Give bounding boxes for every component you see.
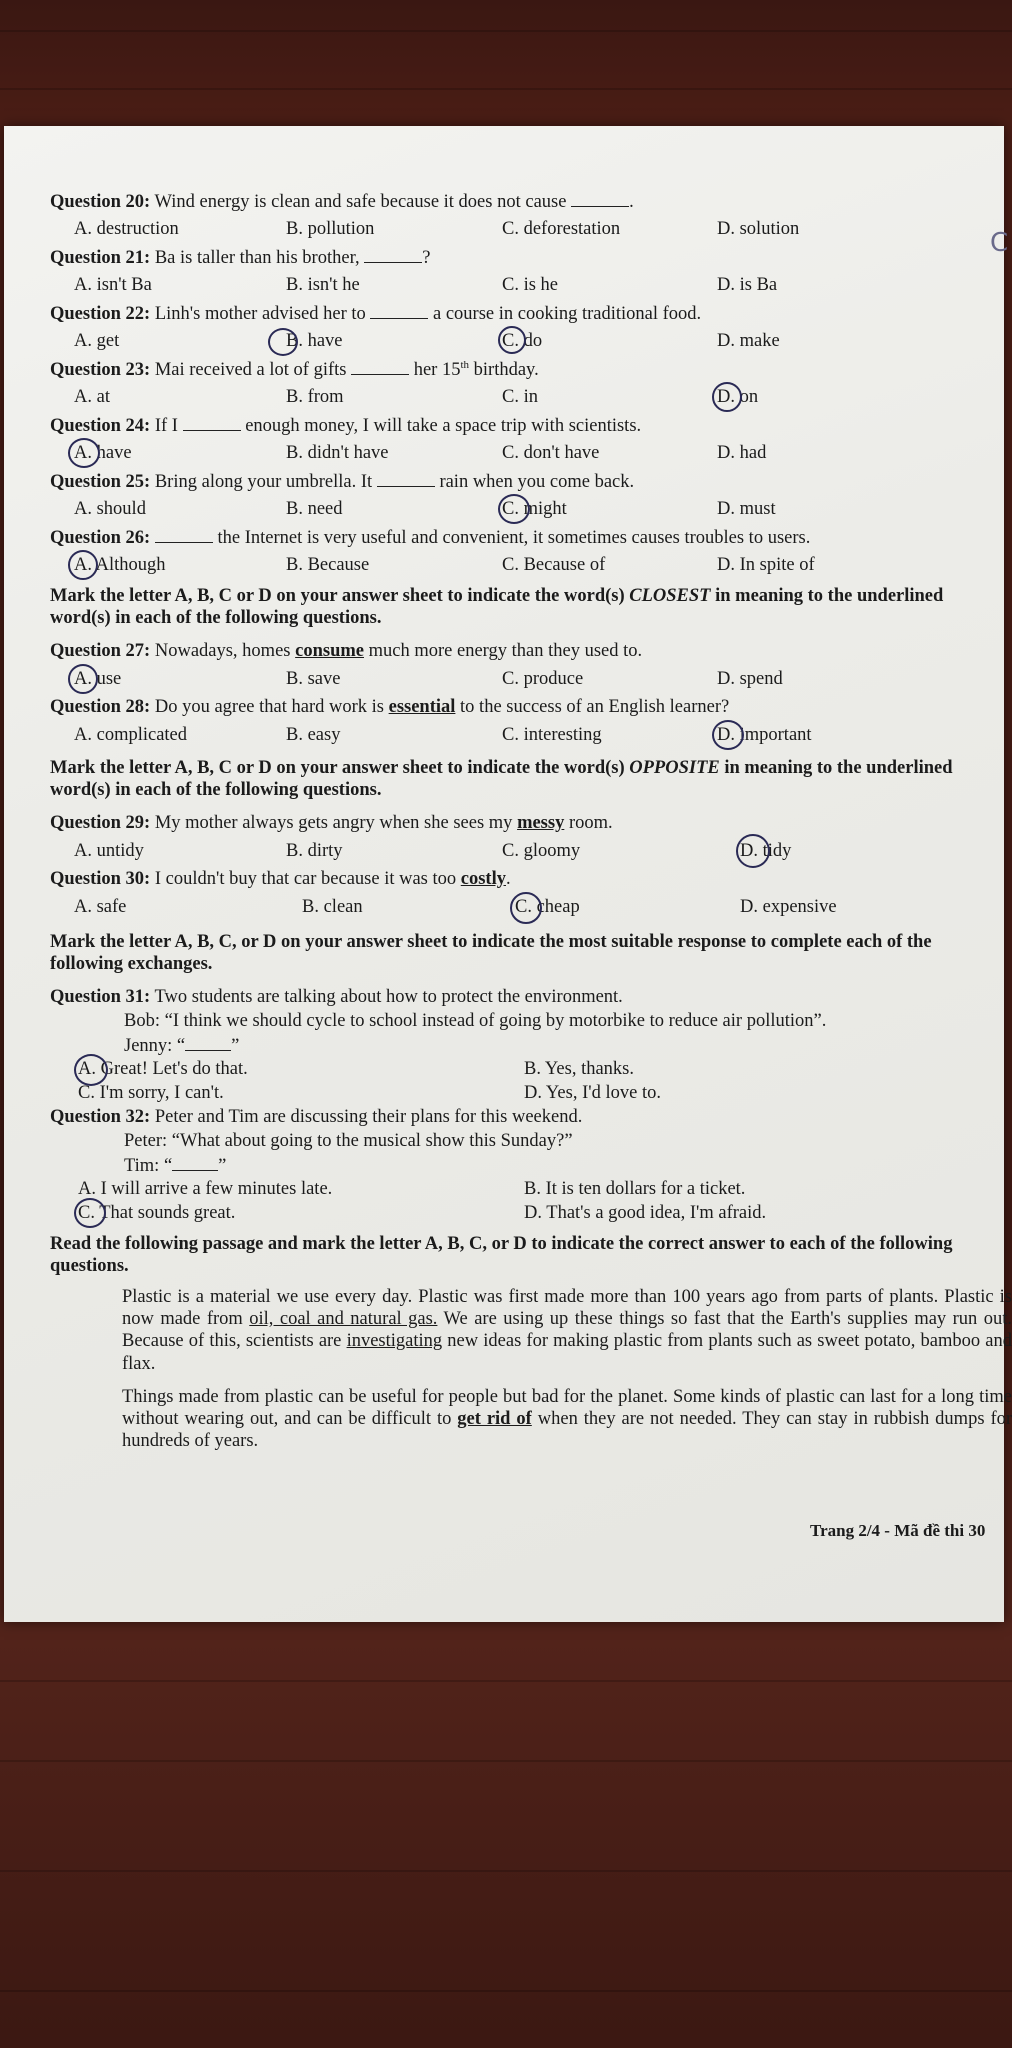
option-c: C. Because of xyxy=(502,555,606,575)
question-29 xyxy=(50,814,613,833)
page-footer: Trang 2/4 - Mã đề thi 30 xyxy=(810,1521,986,1540)
answer-circle xyxy=(68,664,98,694)
dialogue-text: Tim: “ xyxy=(124,1156,173,1176)
option-b: B. clean xyxy=(302,897,363,917)
question-21 xyxy=(50,248,430,268)
question-text: Linh's mother advised her to xyxy=(154,304,366,324)
answer-circle xyxy=(498,494,530,524)
question-text: Bring along your umbrella. It xyxy=(154,472,373,492)
answer-blank xyxy=(571,192,629,207)
answer-circle xyxy=(268,328,298,356)
option-a: A. Although xyxy=(74,555,166,575)
answer-circle xyxy=(68,438,100,468)
answer-blank xyxy=(155,528,213,543)
option-a: A. I will arrive a few minutes late. xyxy=(78,1179,333,1199)
dialogue-tim xyxy=(124,1156,226,1176)
answer-blank xyxy=(351,360,409,375)
passage-text: Things made from plastic can be useful for people but bad for the planet. Some kinds of plastic can last for a long time without wearing out, and can be difficult to xyxy=(122,1387,1012,1430)
question-23 xyxy=(50,360,539,380)
instruction-closest xyxy=(50,586,990,630)
instruction-text: in meaning to the underlined word(s) in each of the following questions. xyxy=(50,758,953,800)
question-text: room. xyxy=(568,813,613,833)
answer-circle xyxy=(68,550,98,580)
question-24 xyxy=(50,416,641,436)
question-32 xyxy=(50,1108,582,1127)
question-text: the Internet is very useful and convenient, it sometimes causes troubles to users. xyxy=(217,528,811,548)
option-a: A. get xyxy=(74,331,120,351)
question-label: Question 28: xyxy=(50,697,151,717)
option-b: B. didn't have xyxy=(286,443,389,463)
option-c: C. in xyxy=(502,387,538,407)
option-b: B. dirty xyxy=(286,841,343,861)
question-label: Question 30: xyxy=(50,869,151,889)
instruction-text: in meaning to the underlined word(s) in each of the following questions. xyxy=(50,586,944,628)
dialogue-bob: Bob: “I think we should cycle to school instead of going by motorbike to reduce air pollution”. xyxy=(124,1011,827,1031)
option-d: D. important xyxy=(717,725,812,745)
wood-grain xyxy=(0,30,1012,32)
question-28 xyxy=(50,698,729,717)
underlined-word: messy xyxy=(517,813,565,833)
question-text: to the success of an English learner? xyxy=(460,697,730,717)
question-label: Question 21: xyxy=(50,248,151,268)
question-22 xyxy=(50,304,701,324)
passage-text: new ideas for making plastic from plants such as sweet potato, bamboo and flax. xyxy=(122,1331,1012,1374)
question-label: Question 24: xyxy=(50,416,151,436)
option-a: A. use xyxy=(74,669,122,689)
answer-blank xyxy=(370,304,428,319)
option-d: D. In spite of xyxy=(717,555,815,575)
answer-blank xyxy=(185,1036,231,1051)
dialogue-text: ” xyxy=(231,1036,240,1056)
wood-grain xyxy=(0,1760,1012,1762)
underlined-word: essential xyxy=(388,697,456,717)
question-label: Question 32: xyxy=(50,1107,151,1127)
wood-grain xyxy=(0,1870,1012,1872)
instruction-text: Mark the letter A, B, C or D on your answer sheet to indicate the word(s) xyxy=(50,586,625,606)
question-text: . xyxy=(629,192,634,212)
option-b: B. isn't he xyxy=(286,275,360,295)
instruction-response: Mark the letter A, B, C, or D on your answer sheet to indicate the most suitable response to complete each of the following exchanges. xyxy=(50,932,932,974)
instruction-text: Mark the letter A, B, C or D on your answer sheet to indicate the word(s) xyxy=(50,758,625,778)
option-c: C. don't have xyxy=(502,443,600,463)
question-text: If I xyxy=(154,416,178,436)
instruction-reading: Read the following passage and mark the letter A, B, C, or D to indicate the correct answer to each of the following questions. xyxy=(50,1234,953,1276)
option-b: B. pollution xyxy=(286,219,375,239)
option-c: C. I'm sorry, I can't. xyxy=(78,1083,224,1103)
option-c: C. is he xyxy=(502,275,559,295)
question-label: Question 25: xyxy=(50,472,151,492)
margin-mark: C xyxy=(990,228,1009,258)
answer-blank xyxy=(183,416,241,431)
question-text: rain when you come back. xyxy=(439,472,635,492)
passage-text: We are using up these things so fast that the Earth's supplies may run out. Because of this, scientists are xyxy=(122,1309,1012,1352)
option-d: D. tidy xyxy=(740,841,792,861)
option-d: D. expensive xyxy=(740,897,837,917)
question-label: Question 20: xyxy=(50,192,151,212)
superscript: th xyxy=(460,359,470,371)
question-20 xyxy=(50,192,634,212)
dialogue-text: ” xyxy=(218,1156,227,1176)
option-b: B. It is ten dollars for a ticket. xyxy=(524,1179,746,1199)
option-c: C. interesting xyxy=(502,725,602,745)
option-d: D. spend xyxy=(717,669,783,689)
question-text: Nowadays, homes xyxy=(154,641,291,661)
option-c: C. do xyxy=(502,331,543,351)
question-label: Question 22: xyxy=(50,304,151,324)
option-a: A. have xyxy=(74,443,132,463)
question-text: a course in cooking traditional food. xyxy=(433,304,702,324)
answer-blank xyxy=(377,472,435,487)
answer-blank xyxy=(172,1156,218,1171)
dialogue-peter: Peter: “What about going to the musical show this Sunday?” xyxy=(124,1131,573,1151)
answer-circle xyxy=(712,382,742,412)
wood-grain xyxy=(0,1990,1012,1992)
passage-paragraph-2 xyxy=(50,1386,1012,1453)
answer-circle xyxy=(510,892,542,924)
option-d: D. had xyxy=(717,443,767,463)
question-text: I couldn't buy that car because it was too xyxy=(154,869,457,889)
option-a: A. destruction xyxy=(74,219,179,239)
passage-text: Plastic is a material we use every day. Plastic was first made more than 100 years ago from parts of plants. Plastic is now made from xyxy=(122,1287,1012,1330)
question-text: Ba is taller than his brother, xyxy=(154,248,360,268)
option-d: D. must xyxy=(717,499,776,519)
question-text: her 15 xyxy=(413,360,461,381)
question-25 xyxy=(50,472,634,492)
option-d: D. is Ba xyxy=(717,275,778,295)
passage-paragraph-1 xyxy=(50,1286,1012,1375)
question-text: much more energy than they used to. xyxy=(368,641,643,661)
option-a: A. untidy xyxy=(74,841,144,861)
option-b: B. Yes, thanks. xyxy=(524,1059,634,1079)
question-text: Peter and Tim are discussing their plans for this weekend. xyxy=(154,1107,583,1127)
question-text: birthday. xyxy=(473,360,539,381)
underlined-word: consume xyxy=(295,641,364,661)
question-text: My mother always gets angry when she sees my xyxy=(154,813,513,833)
option-a: A. safe xyxy=(74,897,127,917)
underlined-phrase: oil, coal and natural gas. xyxy=(249,1309,438,1330)
question-text: . xyxy=(505,869,511,889)
answer-circle xyxy=(736,834,770,868)
option-c: C. deforestation xyxy=(502,219,621,239)
option-a: A. isn't Ba xyxy=(74,275,152,295)
dialogue-jenny xyxy=(124,1036,239,1056)
question-text: Wind energy is clean and safe because it does not cause xyxy=(154,192,567,212)
question-text: Do you agree that hard work is xyxy=(154,697,384,717)
instruction-opposite xyxy=(50,758,990,802)
answer-blank xyxy=(364,248,422,263)
question-label: Question 23: xyxy=(50,360,151,381)
option-a: A. at xyxy=(74,387,110,407)
answer-circle xyxy=(498,326,526,354)
question-label: Question 26: xyxy=(50,528,151,548)
option-b: B. easy xyxy=(286,725,341,745)
question-label: Question 29: xyxy=(50,813,151,833)
option-d: D. Yes, I'd love to. xyxy=(524,1083,661,1103)
underlined-phrase: investigating xyxy=(346,1331,443,1352)
option-d: D. That's a good idea, I'm afraid. xyxy=(524,1203,767,1223)
option-b: B. Because xyxy=(286,555,370,575)
answer-circle xyxy=(74,1198,106,1228)
answer-circle xyxy=(74,1054,108,1086)
option-a: A. should xyxy=(74,499,146,519)
wood-grain xyxy=(0,1680,1012,1682)
option-b: B. have xyxy=(286,331,343,351)
instruction-emphasis: OPPOSITE xyxy=(629,758,720,778)
option-d: D. make xyxy=(717,331,780,351)
question-text: enough money, I will take a space trip with scientists. xyxy=(245,416,642,436)
passage-text: when they are not needed. They can stay in rubbish dumps for hundreds of years. xyxy=(122,1409,1012,1452)
question-label: Question 31: xyxy=(50,987,151,1007)
question-26 xyxy=(50,528,810,548)
question-text: ? xyxy=(422,248,431,268)
option-b: B. need xyxy=(286,499,343,519)
answer-circle xyxy=(712,720,744,750)
wood-grain xyxy=(0,88,1012,90)
option-d: D. solution xyxy=(717,219,800,239)
question-27 xyxy=(50,642,642,661)
option-a: A. complicated xyxy=(74,725,188,745)
question-text: Mai received a lot of gifts xyxy=(154,360,347,381)
option-c: C. might xyxy=(502,499,567,519)
option-a: A. Great! Let's do that. xyxy=(78,1059,248,1079)
dialogue-text: Jenny: “ xyxy=(124,1036,186,1056)
option-d: D. on xyxy=(717,387,759,407)
option-b: B. from xyxy=(286,387,344,407)
option-c: C. cheap xyxy=(515,897,580,917)
question-30 xyxy=(50,870,511,889)
question-label: Question 27: xyxy=(50,641,151,661)
instruction-emphasis: CLOSEST xyxy=(629,586,711,606)
underlined-phrase: get rid of xyxy=(457,1409,532,1430)
option-c: C. produce xyxy=(502,669,584,689)
option-b: B. save xyxy=(286,669,341,689)
option-c: C. That sounds great. xyxy=(78,1203,236,1223)
question-text: Two students are talking about how to protect the environment. xyxy=(154,987,623,1007)
underlined-word: costly xyxy=(460,869,506,889)
option-c: C. gloomy xyxy=(502,841,581,861)
question-31 xyxy=(50,988,623,1007)
